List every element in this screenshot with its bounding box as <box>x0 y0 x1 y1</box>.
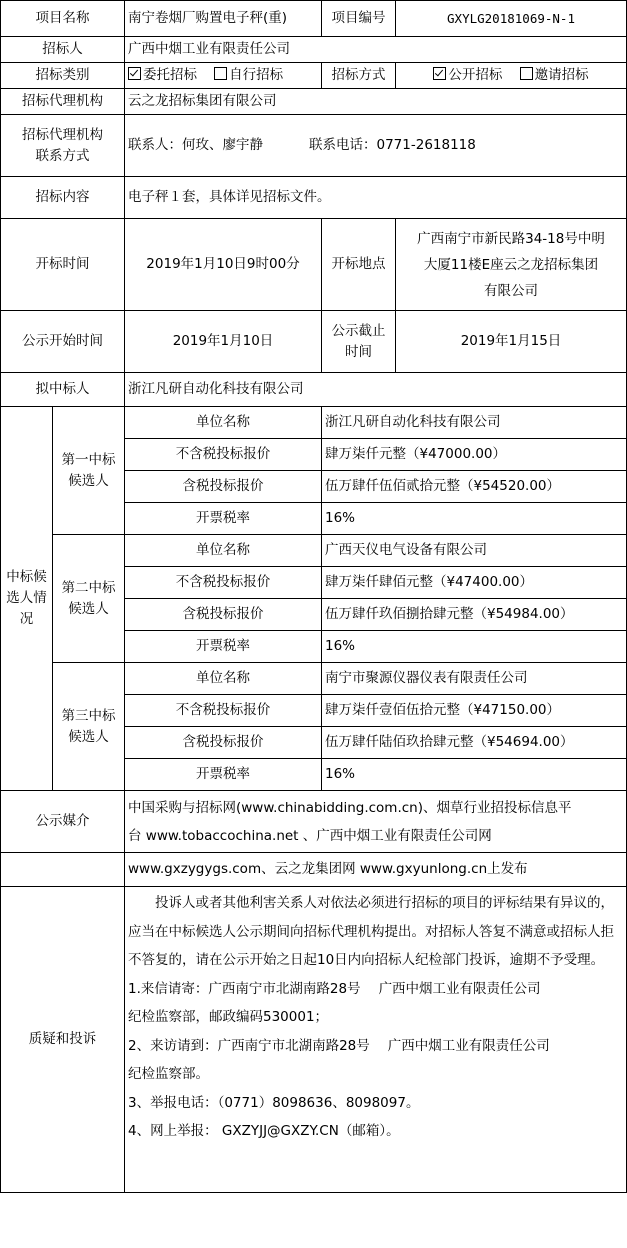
option-invite[interactable] <box>520 65 589 86</box>
media-line3: www.gxzygygs.com、云之龙集团网 www.gxyunlong.cn上发布 <box>125 853 627 887</box>
candidate-3-pretax-value: 肆万柒仟壹佰伍拾元整（¥47150.00） <box>322 695 627 727</box>
candidate-3-rate-label: 开票税率 <box>125 759 322 791</box>
opening-time-label: 开标时间 <box>1 219 125 311</box>
row-media-cont <box>1 853 627 887</box>
candidates-section-label-line3: 况 <box>19 611 34 627</box>
candidate-3-taxed-value: 伍万肆仟陆佰玖拾肆元整（¥54694.00） <box>322 727 627 759</box>
complaint-item4: 4、网上举报： GXZYJJ@GXZY.CN（邮箱）。 <box>128 1123 400 1139</box>
row-proposed-winner <box>1 373 627 407</box>
row-complaint <box>1 887 627 1193</box>
candidate-2-unit-label: 单位名称 <box>125 535 322 567</box>
media-label-blank <box>1 853 125 887</box>
complaint-item2-a: 2、来访请到：广西南宁市北湖南路28号 <box>128 1037 370 1054</box>
agency-label: 招标代理机构 <box>1 89 125 115</box>
candidate-2-taxed-value: 伍万肆仟玖佰捌拾肆元整（¥54984.00） <box>322 599 627 631</box>
candidates-section-label-line1: 中标候 <box>6 569 47 585</box>
agency-contact-value <box>125 115 627 177</box>
candidate-1-rate-label: 开票税率 <box>125 503 322 535</box>
tenderer-value: 广西中烟工业有限责任公司 <box>125 37 627 63</box>
content-value: 电子秤１套，具体详见招标文件。 <box>125 177 627 219</box>
candidate-1-pretax-label: 不含税投标报价 <box>125 439 322 471</box>
candidate-3-title-line1: 第三中标 <box>61 707 116 724</box>
table-row <box>1 663 627 695</box>
publicity-start-value: 2019年1月10日 <box>125 311 322 373</box>
media-line1: 中国采购与招标网(www.chinabidding.com.cn)、烟草行业招投标信息平 <box>128 799 572 816</box>
complaint-item2-b: 广西中烟工业有限责任公司 <box>387 1037 550 1054</box>
tenderer-label: 招标人 <box>1 37 125 63</box>
complaint-item1-a: 1.来信请寄：广西南宁市北湖南路28号 <box>128 980 361 997</box>
candidates-section-label <box>1 407 53 791</box>
candidate-3-title-line2: 候选人 <box>68 728 109 745</box>
complaint-item1-b: 广西中烟工业有限责任公司 <box>378 980 541 997</box>
tender-category-label: 招标类别 <box>1 63 125 89</box>
publicity-end-value: 2019年1月15日 <box>396 311 627 373</box>
candidate-1-title <box>53 407 125 535</box>
agency-contact-label <box>1 115 125 177</box>
checkbox-empty-icon[interactable] <box>520 67 533 80</box>
tender-method-options <box>396 63 627 89</box>
option-self[interactable] <box>214 65 283 86</box>
opening-place-line1: 广西南宁市新民路34-18号中明 <box>417 230 605 247</box>
option-entrusted[interactable] <box>128 65 197 86</box>
row-content <box>1 177 627 219</box>
media-value <box>125 791 627 853</box>
row-media <box>1 791 627 853</box>
content-label: 招标内容 <box>1 177 125 219</box>
agency-contact-label-line1: 招标代理机构 <box>22 126 103 143</box>
row-agency <box>1 89 627 115</box>
complaint-item1 <box>128 975 623 1004</box>
media-label: 公示媒介 <box>1 791 125 853</box>
project-no-value: GXYLG20181069-N-1 <box>396 1 627 37</box>
publicity-end-label <box>322 311 396 373</box>
checkbox-checked-icon[interactable] <box>128 67 141 80</box>
opening-place-line2: 大厦11楼E座云之龙招标集团 <box>423 256 599 273</box>
candidate-3-unit-label: 单位名称 <box>125 663 322 695</box>
row-publicity <box>1 311 627 373</box>
opening-place-line3: 有限公司 <box>484 282 538 299</box>
complaint-item2-c: 纪检监察部。 <box>128 1066 209 1082</box>
complaint-para1: 投诉人或者其他利害关系人对依法必须进行招标的项目的评标结果有异议的，应当在中标候选人公示期间向招标代理机构提出。对招标人答复不满意或招标人拒不答复的，请在公示开始之日起10日内向招标人纪检部门投诉，逾期不予受理。 <box>128 895 614 968</box>
candidate-1-taxed-label: 含税投标报价 <box>125 471 322 503</box>
row-category <box>1 63 627 89</box>
candidates-section-label-line2: 选人情 <box>6 590 47 606</box>
candidate-1-unit-value: 浙江凡研自动化科技有限公司 <box>322 407 627 439</box>
row-agency-contact <box>1 115 627 177</box>
candidate-1-title-line2: 候选人 <box>68 472 109 489</box>
row-tenderer <box>1 37 627 63</box>
candidate-1-unit-label: 单位名称 <box>125 407 322 439</box>
checkbox-checked-icon[interactable] <box>433 67 446 80</box>
candidate-3-pretax-label: 不含税投标报价 <box>125 695 322 727</box>
candidate-2-rate-value: 16% <box>322 631 627 663</box>
table-row <box>1 535 627 567</box>
complaint-value <box>125 887 627 1193</box>
candidate-1-rate-value: 16% <box>322 503 627 535</box>
candidate-2-unit-value: 广西天仪电气设备有限公司 <box>322 535 627 567</box>
candidate-3-taxed-label: 含税投标报价 <box>125 727 322 759</box>
opening-place-value <box>396 219 627 311</box>
agency-value: 云之龙招标集团有限公司 <box>125 89 627 115</box>
publicity-end-label-line2: 时间 <box>345 343 372 360</box>
complaint-item1-c: 纪检监察部，邮政编码530001； <box>128 1009 329 1025</box>
table-row <box>1 407 627 439</box>
media-line2: 台 www.tobaccochina.net 、广西中烟工业有限责任公司网 <box>128 827 492 844</box>
option-invite-label: 邀请招标 <box>534 67 589 83</box>
project-name-value: 南宁卷烟厂购置电子秤(重) <box>125 1 322 37</box>
candidate-2-rate-label: 开票税率 <box>125 631 322 663</box>
option-open-label: 公开招标 <box>448 67 503 83</box>
option-open[interactable] <box>433 65 502 86</box>
candidate-3-rate-value: 16% <box>322 759 627 791</box>
option-self-label: 自行招标 <box>229 67 284 83</box>
row-opening <box>1 219 627 311</box>
project-no-label: 项目编号 <box>322 1 396 37</box>
opening-time-value: 2019年1月10日9时00分 <box>125 219 322 311</box>
option-entrusted-label: 委托招标 <box>143 67 197 83</box>
candidate-2-pretax-value: 肆万柒仟肆佰元整（¥47400.00） <box>322 567 627 599</box>
candidate-1-pretax-value: 肆万柒仟元整（¥47000.00） <box>322 439 627 471</box>
checkbox-empty-icon[interactable] <box>214 67 227 80</box>
proposed-winner-value: 浙江凡研自动化科技有限公司 <box>125 373 627 407</box>
proposed-winner-label: 拟中标人 <box>1 373 125 407</box>
candidate-2-title <box>53 535 125 663</box>
candidate-1-taxed-value: 伍万肆仟伍佰贰拾元整（¥54520.00） <box>322 471 627 503</box>
candidate-2-title-line1: 第二中标 <box>61 579 116 596</box>
candidate-2-pretax-label: 不含税投标报价 <box>125 567 322 599</box>
candidate-3-unit-value: 南宁市聚源仪器仪表有限责任公司 <box>322 663 627 695</box>
agency-phone: 联系电话：0771-2618118 <box>309 137 476 153</box>
tender-method-label: 招标方式 <box>322 63 396 89</box>
row-project <box>1 1 627 37</box>
project-name-label: 项目名称 <box>1 1 125 37</box>
complaint-item3: 3、举报电话：（0771）8098636、8098097。 <box>128 1094 420 1111</box>
tender-category-options <box>125 63 322 89</box>
opening-place-label: 开标地点 <box>322 219 396 311</box>
agency-contacts: 联系人：何玫、廖宇静 <box>128 137 263 153</box>
candidate-1-title-line1: 第一中标 <box>61 451 116 468</box>
publicity-end-label-line1: 公示截止 <box>331 322 386 339</box>
candidate-3-title <box>53 663 125 791</box>
candidate-2-title-line2: 候选人 <box>68 600 109 617</box>
complaint-item2 <box>128 1032 623 1061</box>
publicity-start-label: 公示开始时间 <box>1 311 125 373</box>
agency-contact-label-line2: 联系方式 <box>35 147 90 164</box>
candidate-2-taxed-label: 含税投标报价 <box>125 599 322 631</box>
complaint-label: 质疑和投诉 <box>1 887 125 1193</box>
